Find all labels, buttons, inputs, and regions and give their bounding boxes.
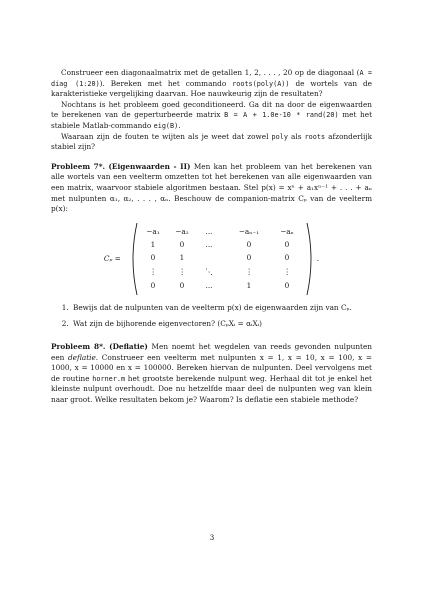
problem-8	[51, 342, 372, 406]
text: ). Bereken met het commando	[99, 78, 233, 88]
matrix-cell: −a₂	[175, 226, 189, 236]
text: Nochtans is het probleem goed geconditioneerd. Ga dit na door de eigenwaarden te berekenen van de geperturbeerde matrix	[51, 99, 372, 120]
text: met het stabiele Matlab-commando	[51, 110, 372, 130]
text: de wortels van de karakteristieke vergelijking daarvan. Hoe nauwkeurig zijn de resultaten?	[51, 78, 372, 99]
code: eig(B)	[153, 121, 179, 130]
matrix-cell: −aₙ₋₁	[238, 226, 259, 236]
text: .	[178, 120, 181, 130]
matrix-cell: 1	[179, 252, 185, 262]
matrix-cell: −a₁	[146, 226, 160, 236]
matrix-cell: 0	[179, 280, 185, 290]
text: afzonderlijk stabiel zijn?	[51, 131, 372, 152]
paragraph-diag-matrix	[51, 68, 372, 100]
problem-7-list	[51, 303, 372, 330]
problem-subheading: (Deflatie)	[109, 341, 148, 351]
matrix-cell: 1	[150, 239, 156, 249]
matrix-cell: 1	[246, 280, 252, 290]
matrix-cell: ⋮	[283, 266, 291, 276]
matrix-label: Cₚ =	[103, 254, 121, 264]
matrix-cell: ⋱	[205, 266, 213, 276]
matrix-cell: ⋮	[149, 266, 157, 276]
matrix-cell: −aₙ	[279, 226, 294, 236]
matrix-cell: 0	[150, 280, 156, 290]
matrix-cell: ...	[205, 239, 213, 249]
code: poly	[271, 132, 288, 141]
paragraph-perturbed-matrix	[51, 100, 372, 132]
companion-matrix	[51, 221, 372, 297]
code: B = A + 1.0e-10 * rand(20)	[224, 111, 339, 120]
text: . Construeer een veelterm met nulpunten x = 1, x = 10, x = 100, x = 1000, x = 10000 en x = 100000. Bereken hiervan de nulpunten. Deel vervolgens met de routine	[51, 352, 372, 383]
text: het grootste berekende nulpunt weg. Herhaal dit tot je enkel het kleinste nulpunt overhoudt. Doe nu hetzelfde maar deel de nulpunten weg van klein naar groot. Welke resultaten bekom je? Waarom? Is deflatie een stabiele methode?	[51, 373, 372, 404]
code: A = diag (1:20)	[51, 69, 373, 88]
matrix-cell: 0	[246, 239, 252, 249]
problem-heading: Probleem 8*.	[51, 341, 106, 351]
problem-7	[51, 162, 372, 215]
problem-text: Men kan het probleem van het berekenen van alle wortels van een veelterm omzetten tot het berekenen van alle eigenwaarden van een matrix, waarvoor stabiele algoritmen bestaan. Stel p(x) = xⁿ + a₁xⁿ⁻¹ + . . . + aₙ met nulpunten α₁, α₂, . . . , αₙ. Beschouw de companion-matrix Cₚ van de veelterm p(x):	[51, 161, 372, 214]
matrix-grid	[127, 221, 320, 297]
matrix-cell: 0	[150, 252, 156, 262]
text: Waaraan zijn de fouten te wijten als je weet dat zowel	[61, 131, 272, 141]
code: horner.m	[92, 374, 126, 383]
matrix-cell: 0	[284, 252, 290, 262]
matrix-period: .	[316, 254, 320, 264]
text: als	[287, 131, 305, 141]
matrix-cell: ...	[205, 280, 213, 290]
code: roots	[304, 132, 326, 141]
text: Men noemt het wegdelen van reeds gevonden nulpunten een	[51, 341, 372, 362]
text: Construeer een diagonaalmatrix met de getallen 1, 2, . . . , 20 op de diagonaal (	[61, 68, 360, 77]
page-number: 3	[209, 533, 215, 542]
matrix-cell: ⋮	[245, 266, 253, 276]
matrix-cell: 0	[246, 252, 252, 262]
matrix-cell: 0	[179, 239, 185, 249]
left-paren	[133, 223, 137, 295]
right-paren	[307, 223, 311, 295]
matrix-cell: ...	[205, 226, 213, 236]
matrix-cell: 0	[284, 280, 290, 290]
matrix-cell: ⋮	[178, 266, 186, 276]
problem-heading: Probleem 7*.	[51, 161, 106, 171]
matrix-cell: 0	[284, 239, 290, 249]
list-item: 2. Wat zijn de bijhorende eigenvectoren? (CₚXᵢ = αᵢXᵢ)	[71, 319, 372, 330]
paragraph-error-question	[51, 132, 372, 153]
code: roots(poly(A))	[232, 79, 290, 88]
problem-subheading: (Eigenwaarden - II)	[108, 161, 191, 171]
emphasis: deflatie	[68, 352, 96, 362]
list-item: 1. Bewijs dat de nulpunten van de veelterm p(x) de eigenwaarden zijn van Cₚ.	[71, 303, 372, 314]
